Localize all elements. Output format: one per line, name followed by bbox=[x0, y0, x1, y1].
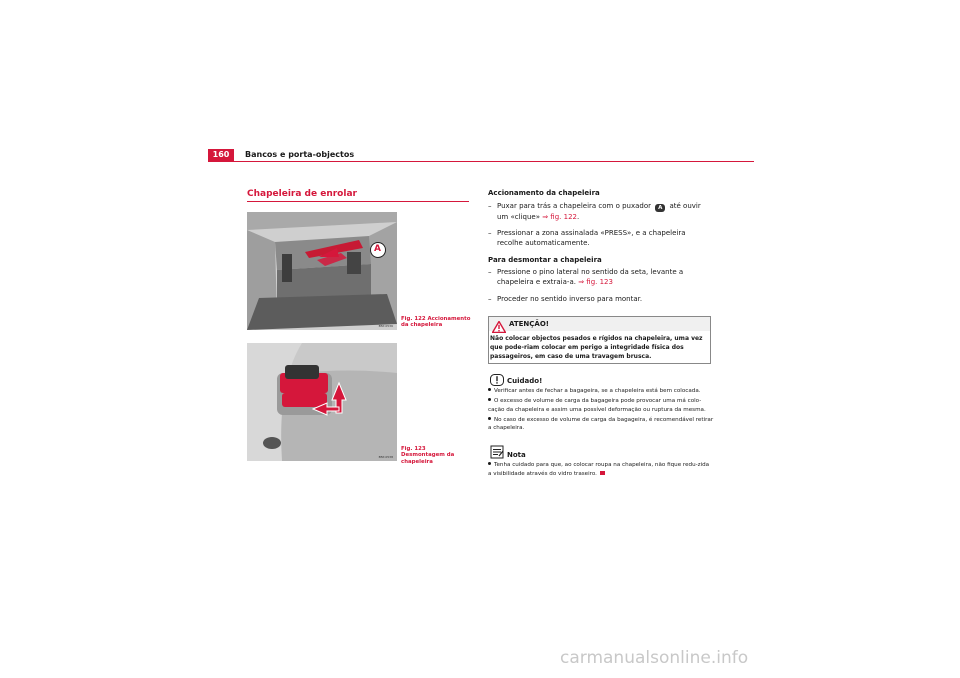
page-number: 160 bbox=[212, 150, 230, 159]
trunk-illustration bbox=[247, 212, 397, 330]
note-item: Tenha cuidado para que, ao colocar roupa na chapeleira, não fique redu-zida a visibilidade através do vidro traseiro. bbox=[488, 462, 710, 477]
callout-label: A bbox=[374, 244, 381, 254]
warning-text: Não colocar objectos pesados e rígidos na chapeleira, uma vez que pode-riam colocar em perigo a integridade física dos passageiros, em caso de uma travagem brusca. bbox=[490, 335, 703, 360]
figure-122-caption: Fig. 122 Accionamento da chapeleira bbox=[401, 316, 471, 329]
desmontar-step-2: – Proceder no sentido inverso para montar. bbox=[488, 295, 643, 303]
caution-icon bbox=[490, 371, 504, 383]
caution-item: Verificar antes de fechar a bagageira, se a chapeleira está bem colocada. bbox=[488, 387, 714, 396]
figure-123-image bbox=[247, 343, 397, 461]
accionamento-heading: Accionamento da chapeleira bbox=[488, 189, 600, 197]
running-title: Bancos e porta-objectos bbox=[245, 150, 355, 159]
figure-122-image bbox=[247, 212, 397, 330]
warning-triangle-icon bbox=[492, 318, 506, 330]
caution-title: Cuidado! bbox=[507, 377, 543, 385]
watermark: carmanualsonline.info bbox=[560, 648, 749, 668]
side-pin-illustration bbox=[247, 343, 397, 461]
figure-code: B5P-0538 bbox=[378, 455, 393, 459]
accionamento-step-1: – Puxar para trás a chapeleira com o puxador A até ouvir um «clique» ⇒ fig. 122. bbox=[488, 202, 701, 221]
figure-code: B5P-0536 bbox=[378, 324, 393, 328]
fig-123-link[interactable]: ⇒ fig. 123 bbox=[578, 278, 613, 286]
caution-list bbox=[488, 387, 714, 434]
callout-a-badge: A bbox=[655, 204, 665, 212]
caution-item: O excesso de volume de carga da bagageira pode provocar uma má colo-cação da chapeleira e assim uma possível deformação ou ruptura da mesma. bbox=[488, 398, 706, 413]
section-title: Chapeleira de enrolar bbox=[247, 189, 357, 199]
caution-item: No caso de excesso de volume de carga da bagageira, é recomendável retirar a chapeleira. bbox=[488, 416, 714, 432]
accionamento-step-2: – Pressionar a zona assinalada «PRESS», e a chapeleira recolhe automaticamente. bbox=[488, 229, 686, 247]
desmontar-heading: Para desmontar a chapeleira bbox=[488, 256, 602, 264]
header-rule bbox=[208, 161, 754, 162]
section-rule bbox=[247, 201, 469, 202]
note-list bbox=[488, 461, 714, 480]
note-icon bbox=[490, 444, 504, 456]
note-title: Nota bbox=[507, 451, 526, 459]
desmontar-step-1: – Pressione o pino lateral no sentido da seta, levante a chapeleira e extraia-a. ⇒ fig. 123 bbox=[488, 268, 684, 286]
end-of-section-mark bbox=[600, 471, 605, 475]
fig-122-link[interactable]: ⇒ fig. 122 bbox=[542, 213, 577, 221]
warning-title: ATENÇÃO! bbox=[509, 320, 549, 328]
figure-123-caption: Fig. 123 Desmontagem da chapeleira bbox=[401, 446, 455, 465]
